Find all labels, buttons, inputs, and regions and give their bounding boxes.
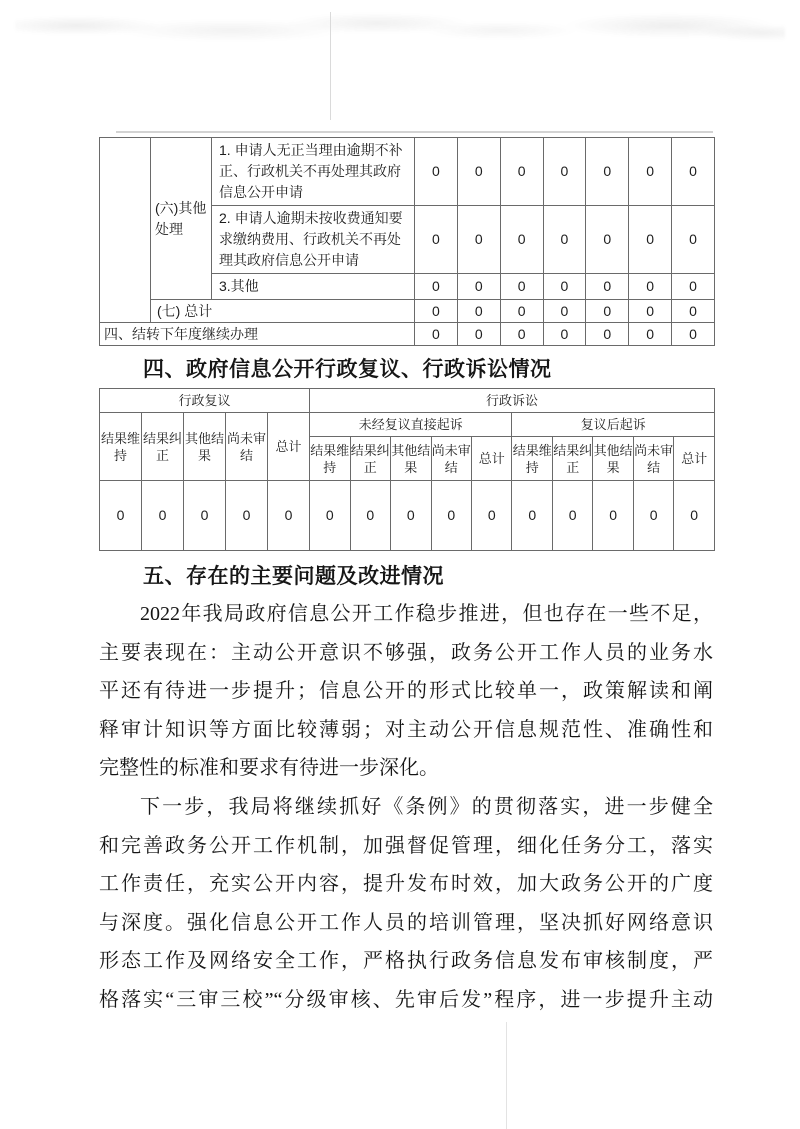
value-cell: 0 (543, 138, 586, 206)
value-cell: 0 (415, 300, 458, 323)
value-cell: 0 (457, 300, 500, 323)
body-line: 格落实“三审三校”“分级审核、先审后发”程序，进一步提升主动 (99, 988, 713, 1011)
body-text (99, 595, 713, 1020)
row-label: 3.其他 (212, 274, 415, 300)
table-header-row (100, 413, 715, 437)
value-cell: 0 (672, 323, 715, 346)
column-header: 其他结果 (593, 437, 633, 481)
value-cell: 0 (586, 274, 629, 300)
value-cell: 0 (543, 274, 586, 300)
value-cell: 0 (674, 481, 715, 551)
value-cell: 0 (500, 274, 543, 300)
value-cell: 0 (629, 323, 672, 346)
column-header: 结果维持 (512, 437, 552, 481)
value-cell: 0 (629, 206, 672, 274)
other-handling-table (99, 137, 715, 346)
group-header-review: 行政复议 (100, 389, 310, 413)
value-cell: 0 (543, 323, 586, 346)
body-line: 和完善政务公开工作机制，加强督促管理，细化任务分工，落实 (99, 834, 713, 857)
scan-fold-line-top (330, 12, 331, 120)
review-litigation-table (99, 388, 715, 551)
column-header: 其他结果 (391, 437, 431, 481)
value-cell: 0 (391, 481, 431, 551)
value-cell: 0 (543, 300, 586, 323)
empty-category-cell (100, 138, 151, 323)
column-header: 其他结果 (184, 413, 226, 481)
value-cell: 0 (672, 138, 715, 206)
column-header: 结果维持 (310, 437, 350, 481)
value-cell: 0 (457, 323, 500, 346)
value-cell: 0 (457, 138, 500, 206)
body-line: 释审计知识等方面比较薄弱；对主动公开信息规范性、准确性和 (99, 718, 713, 741)
body-line: 下一步，我局将继续抓好《条例》的贯彻落实，进一步健全 (140, 795, 713, 818)
row-label: 2. 申请人逾期未按收费通知要求缴纳费用、行政机关不再处理其政府信息公开申请 (212, 206, 415, 274)
scan-noise-artifact (15, 4, 785, 52)
body-line: 完整性的标准和要求有待进一步深化。 (99, 757, 439, 780)
value-cell: 0 (431, 481, 471, 551)
value-cell: 0 (415, 206, 458, 274)
value-cell: 0 (500, 138, 543, 206)
value-cell: 0 (142, 481, 184, 551)
value-cell: 0 (415, 138, 458, 206)
column-header: 总计 (674, 437, 715, 481)
value-cell: 0 (184, 481, 226, 551)
value-cell: 0 (672, 206, 715, 274)
scan-streak-artifact (116, 131, 713, 133)
scan-fold-line-bottom (506, 1022, 507, 1129)
value-cell: 0 (457, 274, 500, 300)
category-cell: (六)其他处理 (151, 138, 212, 300)
value-cell: 0 (415, 323, 458, 346)
value-cell: 0 (500, 323, 543, 346)
section5-heading: 五、存在的主要问题及改进情况 (143, 565, 444, 588)
body-line: 平还有待进一步提升；信息公开的形式比较单一，政策解读和阐 (99, 680, 713, 703)
column-header: 总计 (471, 437, 511, 481)
value-cell: 0 (586, 138, 629, 206)
body-line: 形态工作及网络安全工作，严格执行政务信息发布审核制度，严 (99, 950, 713, 973)
value-cell: 0 (100, 481, 142, 551)
table-header-row (100, 389, 715, 413)
value-cell: 0 (629, 274, 672, 300)
body-line: 与深度。强化信息公开工作人员的培训管理，坚决抓好网络意识 (99, 911, 713, 934)
column-header: 结果纠正 (350, 437, 390, 481)
group-header-litigation: 行政诉讼 (310, 389, 715, 413)
value-cell: 0 (457, 206, 500, 274)
value-cell: 0 (512, 481, 552, 551)
value-cell: 0 (226, 481, 268, 551)
value-cell: 0 (672, 274, 715, 300)
table-row-carryover (100, 323, 715, 346)
value-cell: 0 (552, 481, 592, 551)
value-cell: 0 (629, 300, 672, 323)
value-cell: 0 (633, 481, 673, 551)
value-cell: 0 (586, 323, 629, 346)
column-header: 尚未审结 (633, 437, 673, 481)
section4-heading: 四、政府信息公开行政复议、行政诉讼情况 (143, 358, 552, 381)
value-cell: 0 (586, 300, 629, 323)
value-cell: 0 (415, 274, 458, 300)
row-label: 1. 申请人无正当理由逾期不补正、行政机关不再处理其政府信息公开申请 (212, 138, 415, 206)
value-cell: 0 (543, 206, 586, 274)
column-header: 尚未审结 (226, 413, 268, 481)
table-row (100, 138, 715, 206)
column-header: 总计 (268, 413, 310, 481)
column-header: 结果纠正 (552, 437, 592, 481)
carryover-row-label: 四、结转下年度继续办理 (100, 323, 415, 346)
value-cell: 0 (629, 138, 672, 206)
body-line: 工作责任，充实公开内容，提升发布时效，加大政务公开的广度 (99, 873, 713, 896)
value-cell: 0 (471, 481, 511, 551)
value-cell: 0 (586, 206, 629, 274)
value-cell: 0 (350, 481, 390, 551)
table-row-total (100, 300, 715, 323)
body-line: 2022年我局政府信息公开工作稳步推进，但也存在一些不足， (140, 603, 713, 625)
body-line: 主要表现在：主动公开意识不够强，政务公开工作人员的业务水 (99, 641, 713, 664)
value-cell: 0 (672, 300, 715, 323)
value-cell: 0 (310, 481, 350, 551)
column-header: 结果纠正 (142, 413, 184, 481)
subgroup-header-after-review: 复议后起诉 (512, 413, 715, 437)
value-cell: 0 (500, 300, 543, 323)
value-cell: 0 (593, 481, 633, 551)
subgroup-header-direct: 未经复议直接起诉 (310, 413, 512, 437)
value-cell: 0 (500, 206, 543, 274)
column-header: 结果维持 (100, 413, 142, 481)
value-cell: 0 (268, 481, 310, 551)
total-row-label: (七) 总计 (151, 300, 415, 323)
column-header: 尚未审结 (431, 437, 471, 481)
table-data-row (100, 481, 715, 551)
